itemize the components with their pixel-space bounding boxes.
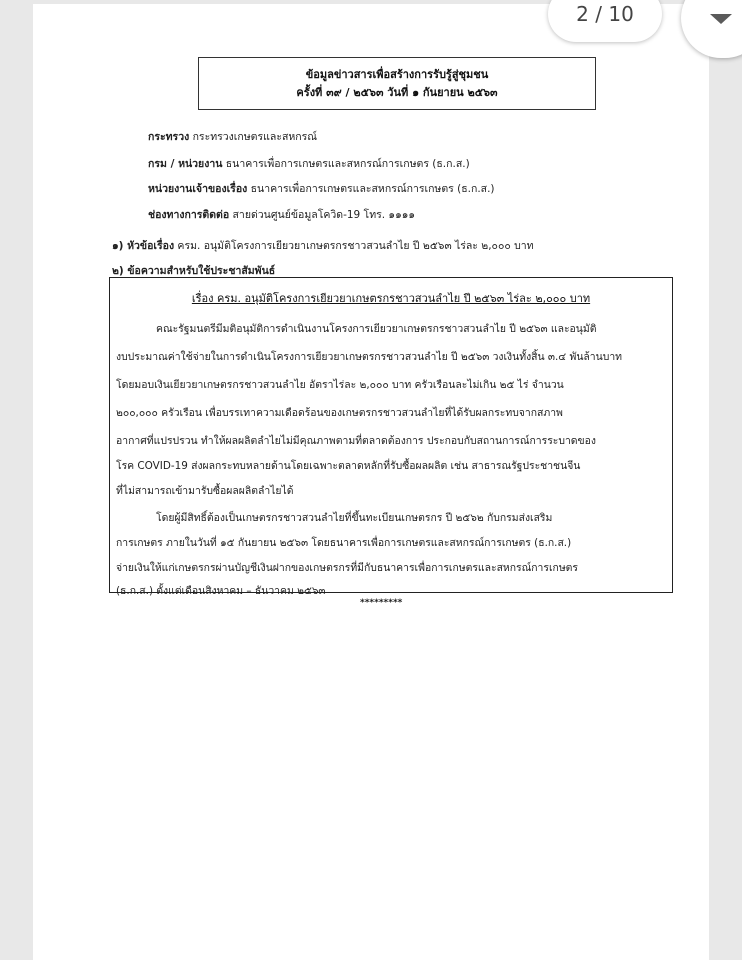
announcement-title: เรื่อง ครม. อนุมัติโครงการเยียวยาเกษตรกรชาวสวนลำไย ปี ๒๕๖๓ ไร่ละ ๒,๐๐๐ บาท — [191, 292, 591, 305]
document-page — [33, 4, 709, 960]
department-label: กรม / หน่วยงาน — [148, 158, 223, 170]
department-value: ธนาคารเพื่อการเกษตรและสหกรณ์การเกษตร (ธ.ก.ส.) — [222, 158, 470, 170]
para2-line: (ธ.ก.ส.) ตั้งแต่เดือนสิงหาคม – ธันวาคม ๒๕๖๓ — [116, 585, 326, 597]
para1-line: โดยมอบเงินเยียวยาเกษตรกรชาวสวนลำไย อัตราไร่ละ ๒,๐๐๐ บาท ครัวเรือนละไม่เกิน ๒๕ ไร่ จำนวน — [116, 379, 564, 391]
para1-line: คณะรัฐมนตรีมีมติอนุมัติการดำเนินงานโครงการเยียวยาเกษตรกรชาวสวนลำไย ปี ๒๕๖๓ และอนุมัติ — [156, 323, 597, 335]
header-box — [198, 57, 596, 110]
header-issue-line: ครั้งที่ ๓๙ / ๒๕๖๓ วันที่ ๑ กันยายน ๒๕๖๓ — [296, 85, 498, 99]
contact-row — [148, 206, 415, 223]
owner-value: ธนาคารเพื่อการเกษตรและสหกรณ์การเกษตร (ธ.ก.ส.) — [247, 183, 495, 195]
para2-line: จ่ายเงินให้แก่เกษตรกรผ่านบัญชีเงินฝากของเกษตรกรที่มีกับธนาคารเพื่อการเกษตรและสหกรณ์การเกษตร — [116, 562, 578, 574]
ministry-label: กระทรวง — [148, 131, 190, 143]
para1-line: ๒๐๐,๐๐๐ ครัวเรือน เพื่อบรรเทาความเดือดร้อนของเกษตรกรชาวสวนลำไยที่ได้รับผลกระทบจากสภาพ — [116, 407, 563, 419]
header-title: ข้อมูลข่าวสารเพื่อสร้างการรับรู้สู่ชุมชน — [305, 67, 489, 81]
ministry-row — [148, 128, 317, 145]
page-indicator: 2 / 10 — [548, 0, 662, 42]
section2-label: ๒) ข้อความสำหรับใช้ประชาสัมพันธ์ — [112, 265, 276, 277]
contact-label: ช่องทางการติดต่อ — [148, 209, 230, 221]
para2-line: โดยผู้มีสิทธิ์ต้องเป็นเกษตรกรชาวสวนลำไยที่ขึ้นทะเบียนเกษตรกร ปี ๒๕๖๒ กับกรมส่งเสริม — [156, 512, 553, 524]
para1-line: ที่ไม่สามารถเข้ามารับซื้อผลผลิตลำไยได้ — [116, 485, 294, 497]
owner-label: หน่วยงานเจ้าของเรื่อง — [148, 183, 248, 195]
contact-value: สายด่วนศูนย์ข้อมูลโควิด-19 โทร. ๑๑๑๑ — [229, 209, 416, 221]
ministry-value: กระทรวงเกษตรและสหกรณ์ — [189, 131, 318, 143]
para1-line: โรค COVID-19 ส่งผลกระทบหลายด้านโดยเฉพาะตลาดหลักที่รับซื้อผลผลิต เช่น สาธารณรัฐประชาชนจีน — [116, 460, 581, 472]
owner-row — [148, 180, 495, 197]
announcement-box — [109, 277, 673, 597]
section1-value: ครม. อนุมัติโครงการเยียวยาเกษตรกรชาวสวนลำไย ปี ๒๕๖๓ ไร่ละ ๒,๐๐๐ บาท — [174, 240, 534, 252]
para2-line: การเกษตร ภายในวันที่ ๑๕ กันยายน ๒๕๖๓ โดยธนาคารเพื่อการเกษตรและสหกรณ์การเกษตร (ธ.ก.ส.) — [116, 537, 572, 549]
caret-down-icon — [710, 14, 732, 24]
para1-line: งบประมาณค่าใช้จ่ายในการดำเนินโครงการเยียวยาเกษตรกรชาวสวนลำไย ปี ๒๕๖๓ วงเงินทั้งสิ้น ๓.๔ พันล้านบาท — [116, 351, 623, 363]
para1-line: อากาศที่แปรปรวน ทำให้ผลผลิตลำไยไม่มีคุณภาพตามที่ตลาดต้องการ ประกอบกับสถานการณ์การระบาดของ — [116, 435, 596, 447]
section1-row — [112, 237, 534, 254]
department-row — [148, 155, 470, 172]
end-marker: ********* — [360, 598, 403, 608]
section1-label: ๑) หัวข้อเรื่อง — [112, 240, 175, 252]
